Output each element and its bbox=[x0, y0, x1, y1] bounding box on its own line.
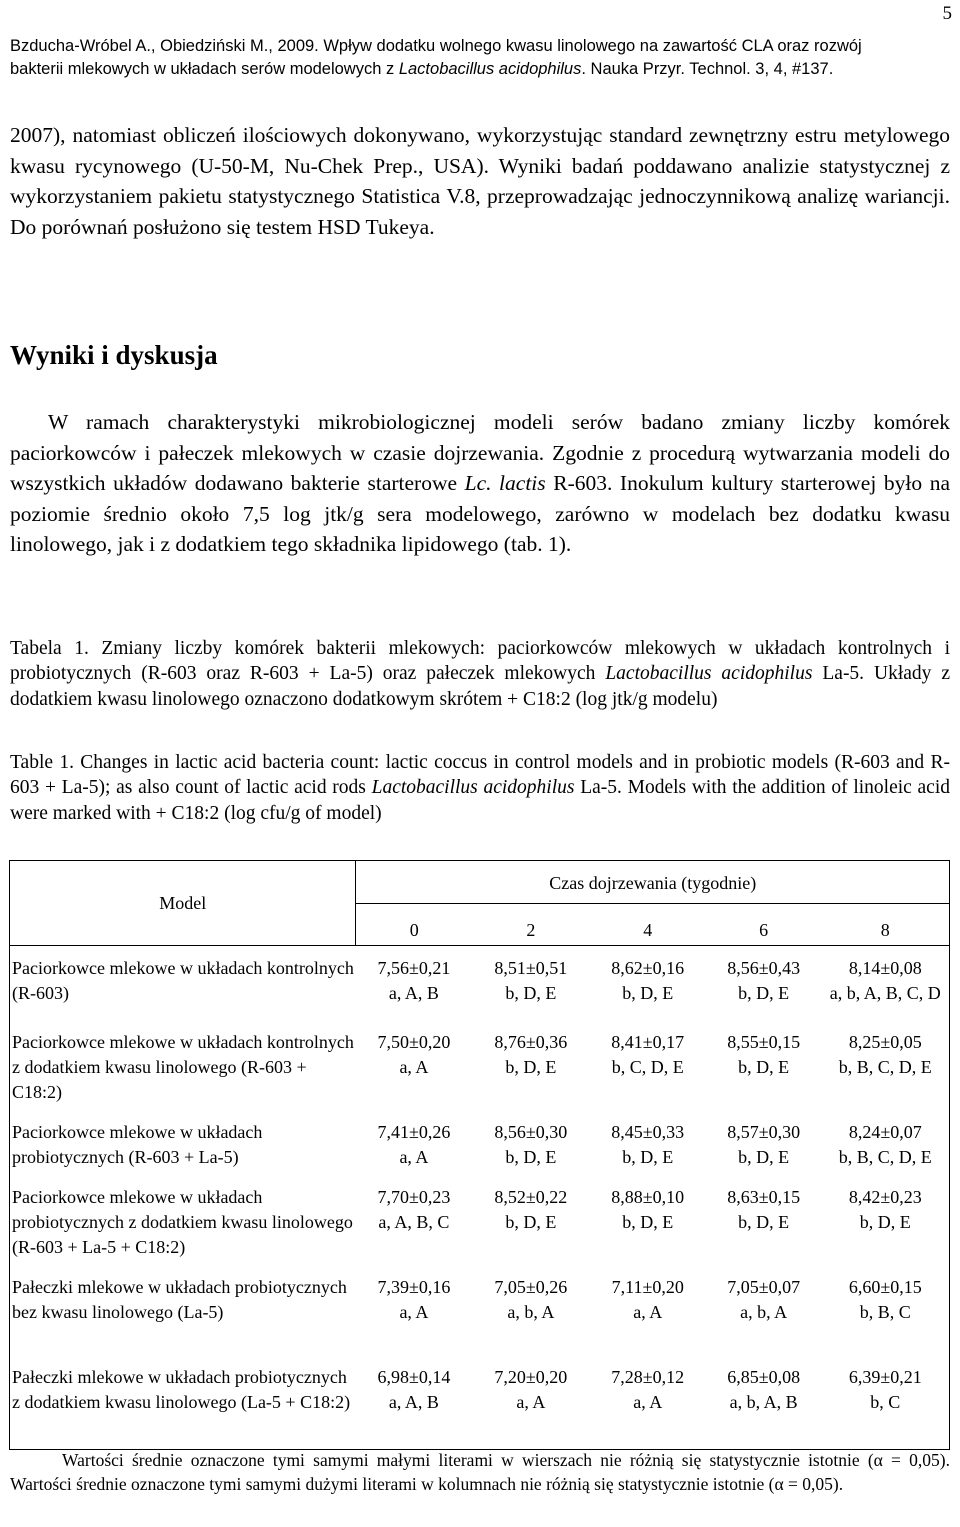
week-header: 6 bbox=[706, 904, 822, 946]
paragraph-results-text: W ramach charakterystyki mikrobiologicznej modeli serów badano zmiany liczby komórek paciorkowców i pałeczek mlekowych w czasie dojrzewania. Zgodnie z procedurą wytwarzania modeli do wszystkich układów dodawano bakterie starterowe bbox=[10, 410, 950, 496]
value-cell bbox=[706, 1265, 822, 1355]
data-table bbox=[9, 860, 950, 1450]
value-cell bbox=[590, 1020, 706, 1110]
caption-en-text-cont: La-5. Models with the addition of linoleic acid were marked with + C18:2 (log cfu/g of model) bbox=[10, 777, 950, 824]
significance-letters: b, D, E bbox=[622, 1212, 674, 1232]
significance-letters: b, D, E bbox=[505, 1212, 557, 1232]
value-cell bbox=[706, 1020, 822, 1110]
mean-value: 8,51±0,51 bbox=[494, 958, 568, 978]
mean-value: 6,98±0,14 bbox=[377, 1367, 451, 1387]
time-header: Czas dojrzewania (tygodnie) bbox=[356, 861, 950, 904]
table-row bbox=[10, 946, 950, 1021]
value-cell bbox=[356, 1020, 472, 1110]
value-cell bbox=[590, 1355, 706, 1450]
significance-letters: b, D, E bbox=[738, 1147, 790, 1167]
model-cell: Paciorkowce mlekowe w układach kontrolnych z dodatkiem kwasu linolowego (R-603 + C18:2) bbox=[10, 1020, 356, 1110]
mean-value: 7,39±0,16 bbox=[377, 1277, 451, 1297]
significance-letters: a, A bbox=[399, 1147, 429, 1167]
paragraph-results bbox=[10, 407, 950, 560]
table-row bbox=[10, 1020, 950, 1110]
value-cell bbox=[472, 1175, 590, 1265]
mean-value: 7,50±0,20 bbox=[377, 1032, 451, 1052]
value-cell bbox=[356, 1355, 472, 1450]
mean-value: 8,56±0,30 bbox=[494, 1122, 568, 1142]
significance-letters: b, B, C bbox=[859, 1302, 911, 1322]
model-cell: Pałeczki mlekowe w układach probiotycznych bez kwasu linolowego (La-5) bbox=[10, 1265, 356, 1355]
mean-value: 6,60±0,15 bbox=[848, 1277, 922, 1297]
page-number: 5 bbox=[942, 3, 952, 24]
mean-value: 8,45±0,33 bbox=[611, 1122, 685, 1142]
model-cell: Paciorkowce mlekowe w układach probiotycznych z dodatkiem kwasu linolowego (R-603 + La-5 + C18:2) bbox=[10, 1175, 356, 1265]
value-cell bbox=[822, 1265, 950, 1355]
significance-letters: b, C bbox=[870, 1392, 901, 1412]
significance-letters: b, D, E bbox=[738, 1057, 790, 1077]
mean-value: 8,52±0,22 bbox=[494, 1187, 568, 1207]
value-cell bbox=[822, 1175, 950, 1265]
mean-value: 8,41±0,17 bbox=[611, 1032, 685, 1052]
caption-en-species: Lactobacillus acidophilus bbox=[371, 777, 575, 799]
running-header bbox=[10, 35, 940, 81]
value-cell bbox=[472, 1355, 590, 1450]
mean-value: 7,11±0,20 bbox=[611, 1277, 684, 1297]
table-footnote: Wartości średnie oznaczone tymi samymi małymi literami w wierszach nie różnią się statystycznie istotnie (α = 0,05). Wartości średnie oznaczone tymi samymi dużymi literami w kolumnach nie różnią się statystycznie istotnie (α = 0,05). bbox=[10, 1450, 950, 1494]
week-header: 4 bbox=[590, 904, 706, 946]
caption-pl-text-cont: La-5. Układy z dodatkiem kwasu linolowego oznaczono dodatkowym skrótem + C18:2 (log jtk/g modelu) bbox=[10, 663, 950, 710]
mean-value: 7,41±0,26 bbox=[377, 1122, 451, 1142]
citation-line-1: Bzducha-Wróbel A., Obiedziński M., 2009. Wpływ dodatku wolnego kwasu linolowego na zawartość CLA oraz rozwój bbox=[10, 37, 862, 55]
caption-pl-species: Lactobacillus acidophilus bbox=[605, 663, 813, 685]
significance-letters: a, A bbox=[399, 1057, 429, 1077]
mean-value: 7,05±0,26 bbox=[494, 1277, 568, 1297]
paragraph-results-text-cont: R-603. Inokulum kultury starterowej było na poziomie średnio około 7,5 log jtk/g sera modelowego, zarówno w modelach bez dodatku kwasu linolowego, jak i z dodatkiem tego składnika lipidowego (tab. 1). bbox=[10, 471, 950, 557]
significance-letters: a, A bbox=[516, 1392, 546, 1412]
mean-value: 8,24±0,07 bbox=[848, 1122, 922, 1142]
mean-value: 6,85±0,08 bbox=[727, 1367, 801, 1387]
paragraph-methods: 2007), natomiast obliczeń ilościowych dokonywano, wykorzystując standard zewnętrzny estru metylowego kwasu rycynowego (U-50-M, Nu-Chek Prep., USA). Wyniki badań poddawano analizie statystycznej z wykorzystaniem pakietu statystycznego Statistica V.8, przeprowadzając jednoczynnikową analizę wariancji. Do porównań posłużono się testem HSD Tukeya. bbox=[10, 123, 950, 239]
value-cell bbox=[472, 1265, 590, 1355]
value-cell bbox=[822, 946, 950, 1021]
significance-letters: b, D, E bbox=[505, 1147, 557, 1167]
significance-letters: a, A, B bbox=[388, 1392, 439, 1412]
value-cell bbox=[472, 946, 590, 1021]
value-cell bbox=[590, 1175, 706, 1265]
value-cell bbox=[472, 1110, 590, 1175]
model-cell: Paciorkowce mlekowe w układach kontrolnych (R-603) bbox=[10, 946, 356, 1021]
value-cell bbox=[706, 1110, 822, 1175]
value-cell bbox=[706, 1355, 822, 1450]
mean-value: 7,70±0,23 bbox=[377, 1187, 451, 1207]
significance-letters: b, D, E bbox=[859, 1212, 911, 1232]
mean-value: 8,42±0,23 bbox=[848, 1187, 922, 1207]
table-header-row bbox=[10, 861, 950, 904]
significance-letters: b, D, E bbox=[505, 983, 557, 1003]
model-cell: Paciorkowce mlekowe w układach probiotycznych (R-603 + La-5) bbox=[10, 1110, 356, 1175]
table-row bbox=[10, 1175, 950, 1265]
significance-letters: a, A bbox=[633, 1392, 663, 1412]
value-cell bbox=[356, 946, 472, 1021]
value-cell bbox=[590, 1265, 706, 1355]
significance-letters: b, B, C, D, E bbox=[838, 1057, 932, 1077]
citation-journal: . Nauka Przyr. Technol. 3, 4, #137. bbox=[581, 60, 834, 78]
significance-letters: a, A, B bbox=[388, 983, 439, 1003]
mean-value: 8,55±0,15 bbox=[727, 1032, 801, 1052]
significance-letters: b, D, E bbox=[738, 1212, 790, 1232]
significance-letters: b, B, C, D, E bbox=[838, 1147, 932, 1167]
mean-value: 8,14±0,08 bbox=[848, 958, 922, 978]
value-cell bbox=[356, 1110, 472, 1175]
value-cell bbox=[706, 946, 822, 1021]
table-caption-pl bbox=[10, 636, 950, 712]
table-caption-en bbox=[10, 750, 950, 826]
mean-value: 8,57±0,30 bbox=[727, 1122, 801, 1142]
mean-value: 8,88±0,10 bbox=[611, 1187, 685, 1207]
significance-letters: a, A bbox=[399, 1302, 429, 1322]
citation-species: Lactobacillus acidophilus bbox=[398, 60, 582, 78]
mean-value: 8,62±0,16 bbox=[611, 958, 685, 978]
mean-value: 8,25±0,05 bbox=[848, 1032, 922, 1052]
value-cell bbox=[822, 1355, 950, 1450]
mean-value: 7,20±0,20 bbox=[494, 1367, 568, 1387]
value-cell bbox=[822, 1110, 950, 1175]
caption-en-text: Table 1. Changes in lactic acid bacteria count: lactic coccus in control models and in probiotic models (R-603 and R-603 + La-5); as also count of lactic acid rods bbox=[10, 752, 950, 799]
table-row bbox=[10, 1265, 950, 1355]
mean-value: 8,63±0,15 bbox=[727, 1187, 801, 1207]
significance-letters: b, C, D, E bbox=[611, 1057, 684, 1077]
mean-value: 7,56±0,21 bbox=[377, 958, 451, 978]
value-cell bbox=[356, 1175, 472, 1265]
model-header: Model bbox=[10, 861, 356, 946]
citation-text: bakterii mlekowych w układach serów modelowych z bbox=[10, 60, 399, 78]
week-header: 0 bbox=[356, 904, 472, 946]
value-cell bbox=[822, 1020, 950, 1110]
significance-letters: a, b, A, B bbox=[729, 1392, 798, 1412]
week-header: 8 bbox=[822, 904, 950, 946]
table-row bbox=[10, 1110, 950, 1175]
value-cell bbox=[590, 946, 706, 1021]
significance-letters: a, b, A bbox=[740, 1302, 788, 1322]
significance-letters: a, A bbox=[633, 1302, 663, 1322]
caption-pl-text: Tabela 1. Zmiany liczby komórek bakterii mlekowych: paciorkowców mlekowych w układach kontrolnych i probiotycznych (R-603 oraz R-603 + La-5) oraz pałeczek mlekowych bbox=[10, 638, 950, 685]
section-heading: Wyniki i dyskusja bbox=[10, 340, 218, 370]
value-cell bbox=[472, 1020, 590, 1110]
week-header: 2 bbox=[472, 904, 590, 946]
mean-value: 7,05±0,07 bbox=[727, 1277, 801, 1297]
mean-value: 6,39±0,21 bbox=[848, 1367, 922, 1387]
significance-letters: b, D, E bbox=[505, 1057, 557, 1077]
citation-line-2 bbox=[10, 58, 940, 81]
value-cell bbox=[706, 1175, 822, 1265]
species-name: Lc. lactis bbox=[464, 471, 546, 496]
model-cell: Pałeczki mlekowe w układach probiotycznych z dodatkiem kwasu linolowego (La-5 + C18:2) bbox=[10, 1355, 356, 1450]
significance-letters: a, b, A, B, C, D bbox=[829, 983, 941, 1003]
significance-letters: b, D, E bbox=[738, 983, 790, 1003]
mean-value: 7,28±0,12 bbox=[611, 1367, 685, 1387]
value-cell bbox=[356, 1265, 472, 1355]
significance-letters: b, D, E bbox=[622, 1147, 674, 1167]
significance-letters: a, b, A bbox=[507, 1302, 555, 1322]
significance-letters: a, A, B, C bbox=[378, 1212, 450, 1232]
significance-letters: b, D, E bbox=[622, 983, 674, 1003]
mean-value: 8,76±0,36 bbox=[494, 1032, 568, 1052]
mean-value: 8,56±0,43 bbox=[727, 958, 801, 978]
table-row bbox=[10, 1355, 950, 1450]
value-cell bbox=[590, 1110, 706, 1175]
